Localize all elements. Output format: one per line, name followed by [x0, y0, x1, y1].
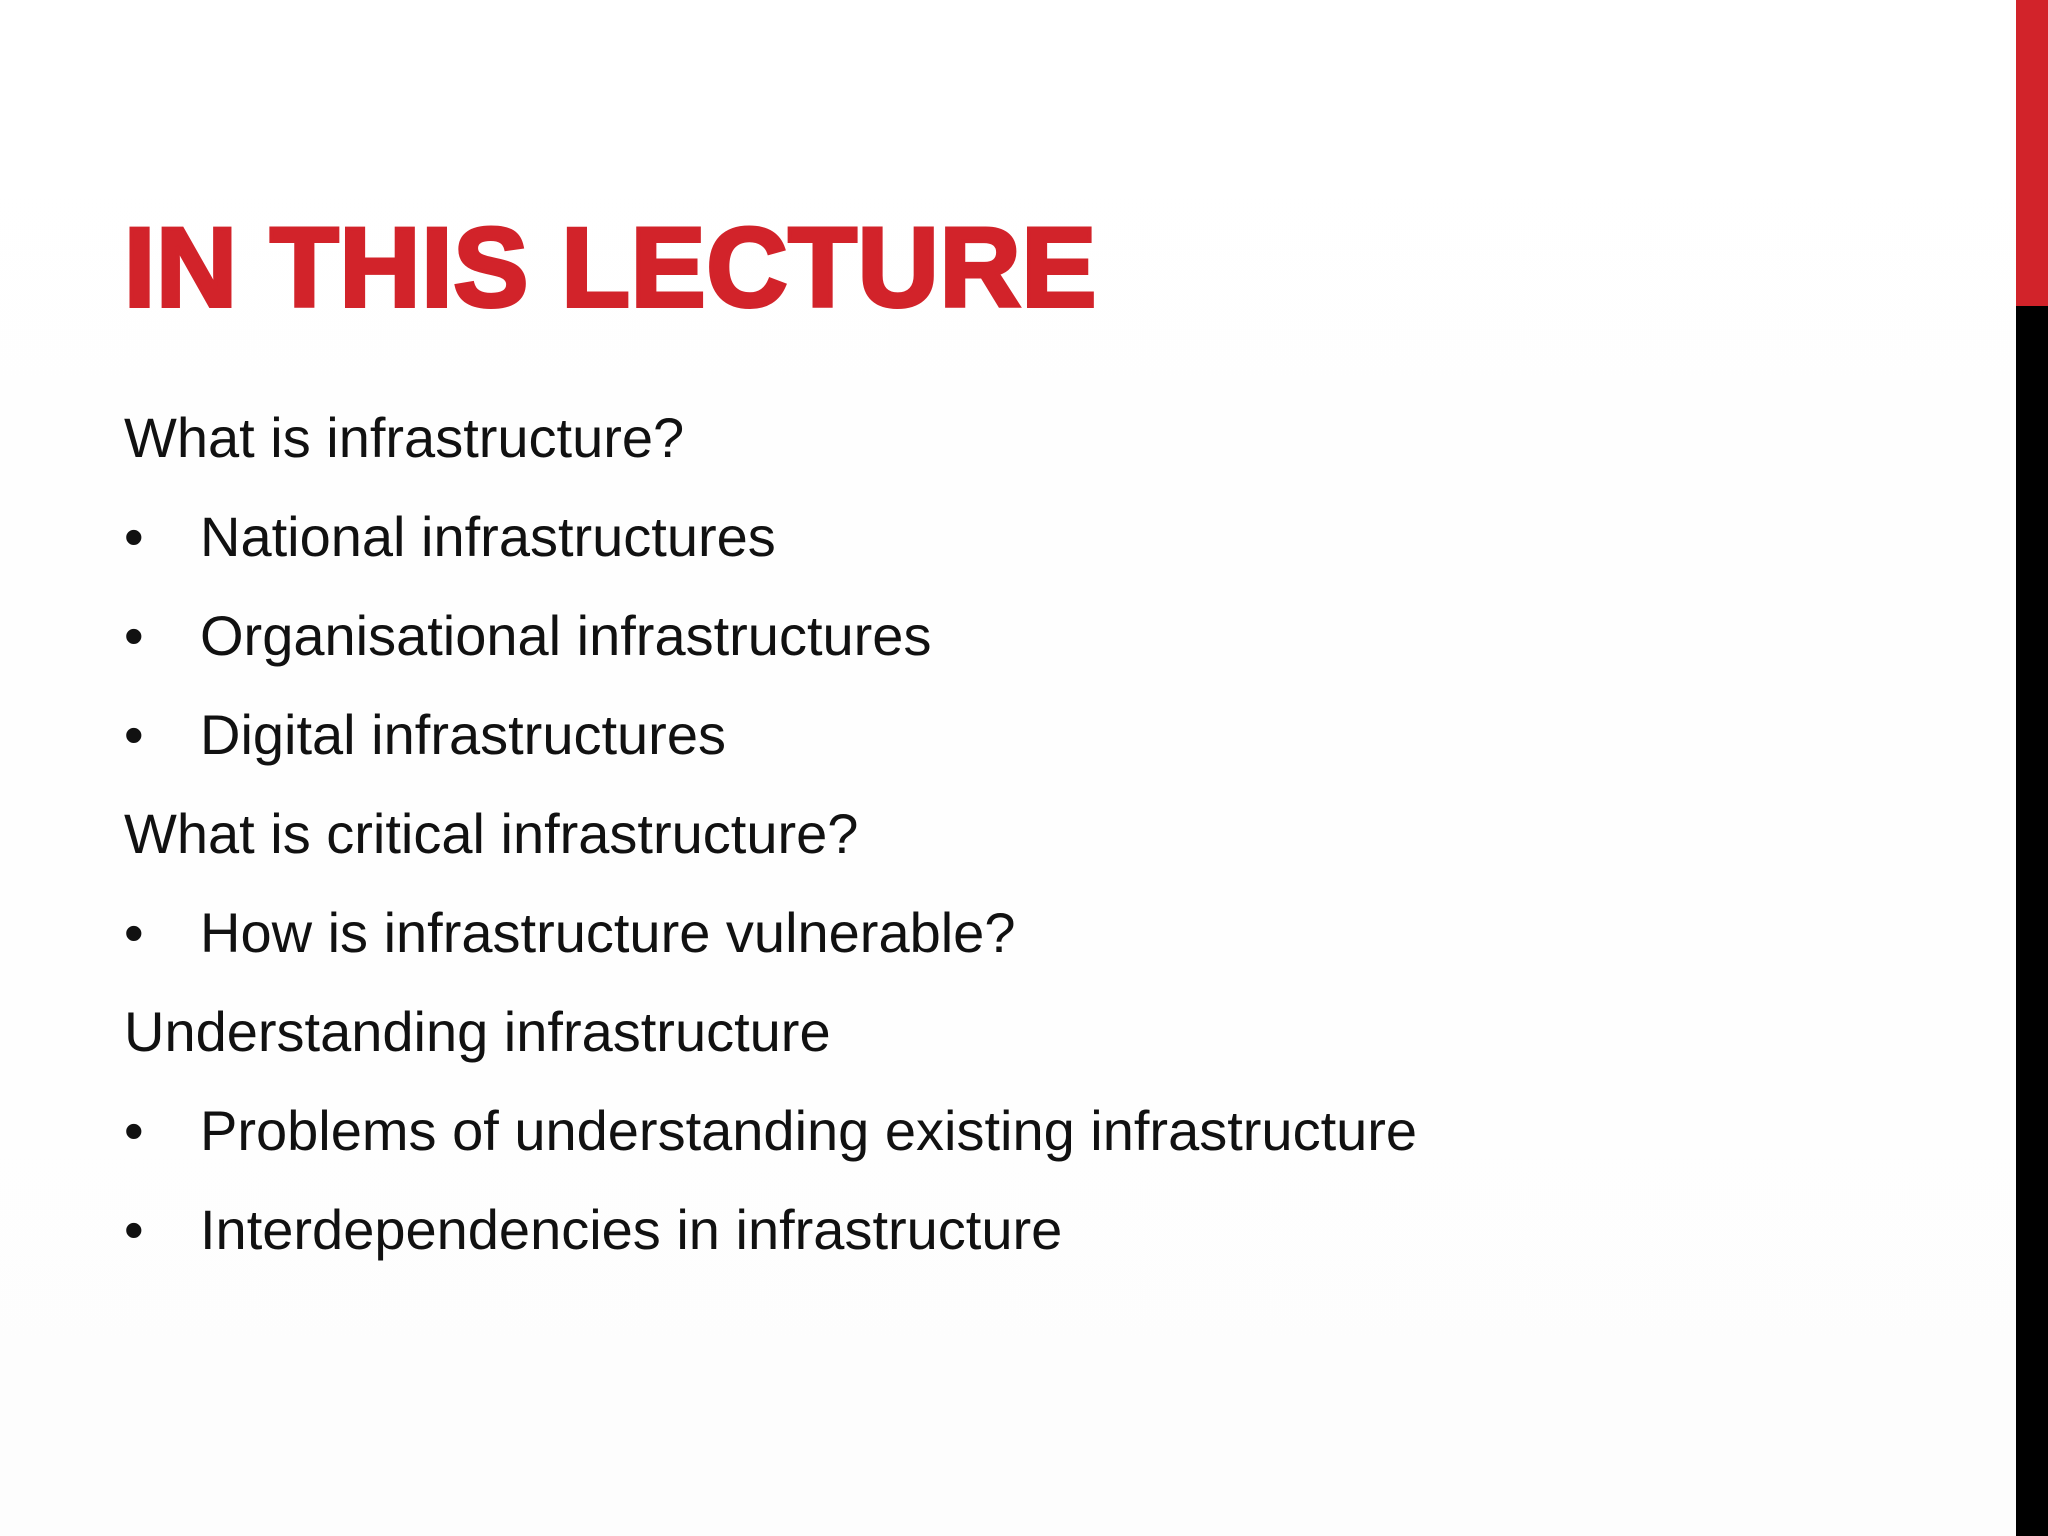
- bullet-icon: •: [124, 901, 144, 964]
- bullet-icon: •: [124, 1099, 144, 1162]
- bullet-item: [124, 900, 1974, 999]
- bullet-icon: •: [124, 1198, 144, 1261]
- bullet-text: Problems of understanding existing infrastructure: [200, 1099, 1418, 1162]
- content-heading-3: [124, 999, 1974, 1098]
- side-bar-black-segment: [2016, 306, 2048, 1536]
- content-heading-text: What is infrastructure?: [124, 406, 685, 469]
- bullet-item: [124, 504, 1974, 603]
- bullet-text: National infrastructures: [200, 505, 776, 568]
- side-bar-red-segment: [2016, 0, 2048, 306]
- side-accent-bar: [2016, 0, 2048, 1536]
- bullet-text: Organisational infrastructures: [200, 604, 932, 667]
- bullet-item: [124, 1197, 1974, 1296]
- slide-content: [124, 405, 1974, 1296]
- bullet-text: How is infrastructure vulnerable?: [200, 901, 1016, 964]
- content-heading-2: [124, 801, 1974, 900]
- content-heading-text: What is critical infrastructure?: [124, 802, 859, 865]
- bullet-icon: •: [124, 604, 144, 667]
- bullet-item: [124, 603, 1974, 702]
- slide-title: IN THIS LECTURE: [124, 205, 1098, 330]
- bullet-text: Interdependencies in infrastructure: [200, 1198, 1063, 1261]
- bullet-item: [124, 1098, 1974, 1197]
- bullet-item: [124, 702, 1974, 801]
- bullet-text: Digital infrastructures: [200, 703, 726, 766]
- bullet-icon: •: [124, 703, 144, 766]
- bullet-icon: •: [124, 505, 144, 568]
- content-heading-1: [124, 405, 1974, 504]
- content-heading-text: Understanding infrastructure: [124, 1000, 831, 1063]
